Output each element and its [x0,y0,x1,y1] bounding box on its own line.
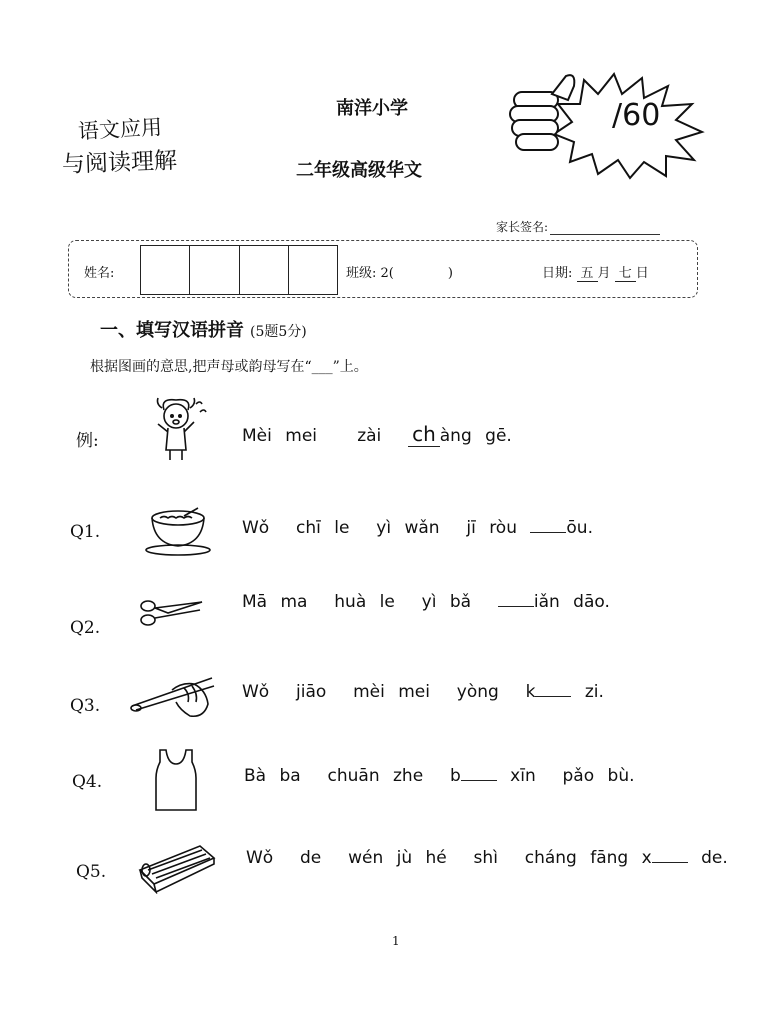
question-3-after: zi. [571,682,604,702]
question-4-after: xīn pǎo bù. [496,766,635,786]
question-2-sentence [242,592,610,612]
subject-title [62,112,177,180]
question-5-sentence [246,848,728,868]
subject-line-1: 语文应用 [77,115,163,144]
girl-singing-icon [150,394,210,462]
example-sentence [242,422,512,446]
example-label: 例: [76,431,99,451]
pencil-case-icon [134,836,218,894]
name-box[interactable] [141,246,190,294]
name-label: 姓名: [84,266,115,281]
question-5-blank[interactable] [652,850,688,863]
question-3-label: Q3. [70,696,101,716]
question-2-label: Q2. [70,618,101,638]
name-box[interactable] [240,246,289,294]
day-unit: 日 [635,266,649,281]
example-after: àng gē. [439,426,512,446]
score-total: /60 [612,98,661,133]
question-2-blank[interactable] [498,594,534,607]
section-points: (5题5分) [250,324,307,340]
class-field[interactable] [346,262,453,281]
school-name: 南洋小学 [336,98,408,119]
chopsticks-icon [128,670,218,722]
question-4-sentence [244,766,635,786]
grade-title: 二年级高级华文 [296,160,422,181]
question-4-label: Q4. [72,772,103,792]
name-boxes[interactable] [140,245,338,295]
page-number: 1 [392,934,400,948]
section-title [100,316,307,342]
thumbs-up-score-badge-icon [506,70,706,180]
question-2-before: Mā ma huà le yì bǎ [242,592,498,612]
parent-signature-line[interactable] [550,222,660,235]
date-month: 五 [577,266,598,282]
section-title-text: 一、填写汉语拼音 [100,320,244,341]
question-5-label: Q5. [76,862,107,882]
class-label: 班级: 2( [346,266,394,281]
subject-line-2: 与阅读理解 [61,148,178,178]
question-5-before: Wǒ de wén jù hé shì cháng fāng x [246,848,652,868]
question-1-before: Wǒ chī le yì wǎn jī ròu [242,518,531,538]
question-1-after: ōu. [566,518,593,538]
vest-icon [152,748,200,814]
question-3-before: Wǒ jiāo mèi mei yòng k [242,682,536,702]
example-answer: ch [408,422,440,447]
scissors-icon [138,596,208,628]
parent-signature [496,218,660,235]
class-close: ) [447,266,453,281]
section-instruction: 根据图画的意思,把声母或韵母写在“___”上。 [90,359,368,375]
date-day: 七 [615,266,636,282]
parent-signature-label: 家长签名: [496,220,549,234]
bowl-icon [144,506,214,556]
example-before: Mèi mei zài [242,426,409,446]
date-field [542,262,649,281]
question-3-sentence [242,682,604,702]
question-3-blank[interactable] [535,684,571,697]
question-1-blank[interactable] [530,520,566,533]
question-2-after: iǎn dāo. [533,592,610,612]
question-1-sentence [242,518,593,538]
name-box[interactable] [289,246,337,294]
question-4-before: Bà ba chuān zhe b [244,766,461,786]
question-1-label: Q1. [70,522,101,542]
date-label: 日期: [542,266,573,281]
question-5-after: de. [687,848,728,868]
name-box[interactable] [190,246,239,294]
question-4-blank[interactable] [461,768,497,781]
month-unit: 月 [597,266,611,281]
